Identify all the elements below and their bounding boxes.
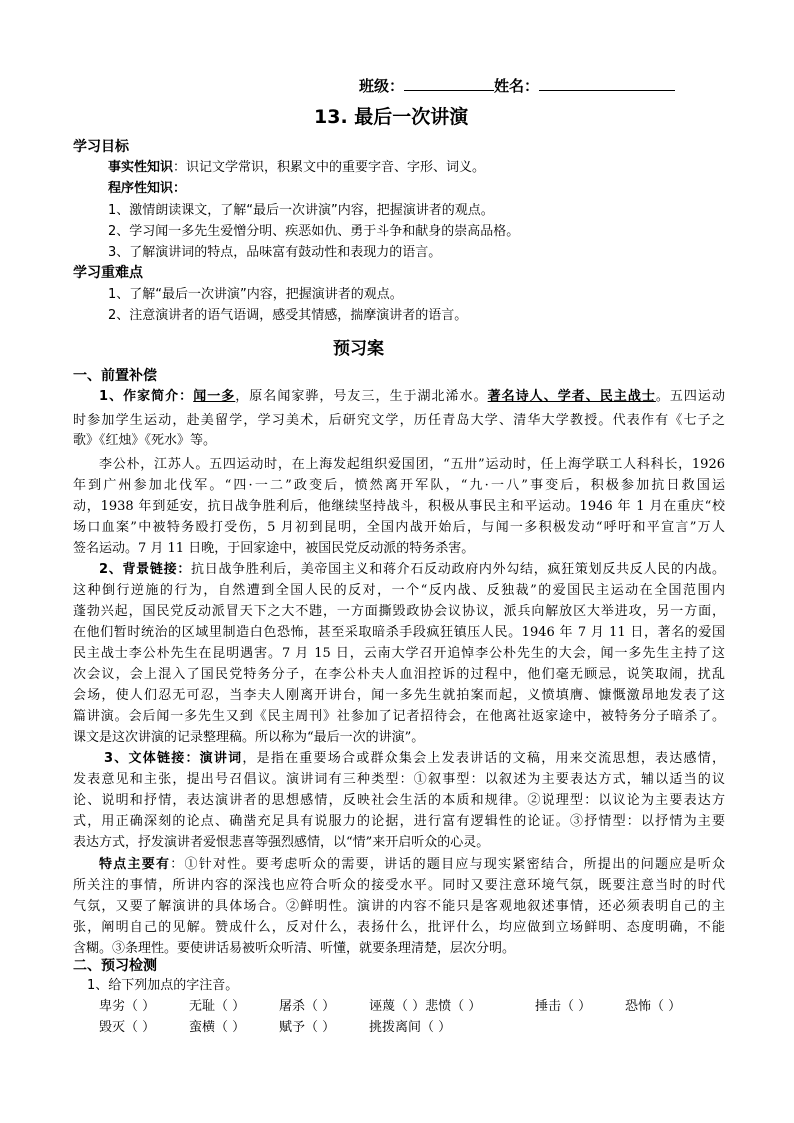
genre-line-1: 3、文体链接：演讲词，是指在重要场合或群众集会上发表讲话的文稿，用来交流思想，表达感情， <box>104 751 725 766</box>
proc-label: 程序性知识 <box>108 181 174 196</box>
fact-label: 事实性知识 <box>108 160 174 175</box>
text-line: 论、说明和抒情，表达演讲者的思想感情，反映社会生活的本质和规律。②说理型：以议论为主要表达方 <box>73 793 725 808</box>
fact-knowledge <box>108 159 485 177</box>
section2-heading: 二、预习检测 <box>73 958 157 974</box>
fact-text: ：识记文学常识，积累文中的重要字音、字形、词义。 <box>173 160 486 175</box>
key-heading: 学习重难点 <box>73 265 143 281</box>
author-line-1: 1、作家简介：闻一多，原名闻家骅，号友三，生于湖北浠水。著名诗人、学者、民主战士。五四运动 <box>99 389 725 404</box>
proc-colon: ： <box>173 181 187 196</box>
text-line: 含糊。③条理性。要使讲话易被听众听清、听懂，就要条理清楚，层次分明。 <box>73 941 516 956</box>
name-blank[interactable] <box>539 76 675 91</box>
pinyin-item[interactable]: 卑劣（ ） <box>99 999 156 1014</box>
text-line: 时参加学生运动，赴美留学，学习美术，后研究文学，历任青岛大学、清华大学教授。代表作有《七子之 <box>73 413 725 428</box>
lesson-title: 13. 最后一次讲演 <box>314 106 469 128</box>
text-line: 气氛，又要了解演讲的具体场合。②鲜明性。演讲的内容不能只是客观地叙述事情，还必须表明自己的主 <box>73 899 725 914</box>
class-name-line <box>359 76 675 96</box>
text-line: 会场，使人们忍无可忍，当李夫人刚离开讲台，闻一多先生就拍案而起，义愤填膺、慷慨激昂地发表了这 <box>73 688 725 703</box>
text-line: 发表意见和主张，提出号召倡议。演讲词有三种类型：①叙事型：以叙述为主要表达方式，辅以适当的议 <box>73 772 725 787</box>
pinyin-item[interactable]: 毁灭（ ） <box>99 1020 156 1035</box>
section1-heading: 一、前置补偿 <box>73 368 157 384</box>
genre-head: 3、文体链接 <box>104 751 186 766</box>
text-line: 次会议，会上混入了国民党特务分子，在李公朴夫人血泪控诉的过程中，他们毫无顾忌，说笑取闹，扰乱 <box>73 667 725 682</box>
pinyin-item[interactable]: 捶击（ ） <box>535 999 592 1014</box>
author-titles: 著名诗人、学者、民主战士 <box>487 389 656 404</box>
class-label: 班级： <box>359 77 405 95</box>
background-line-1: 2、背景链接：抗日战争胜利后，美帝国主义和蒋介石反动政府内外勾结，疯狂策划反共反人民的内战。 <box>99 562 725 577</box>
pinyin-item[interactable]: 恐怖（ ） <box>625 999 682 1014</box>
text-line: 在他们暂时统治的区域里制造白色恐怖，甚至采取暗杀手段疯狂镇压人民。1946 年 7 月 11 日，著名的爱国 <box>73 625 725 640</box>
preview-title: 预习案 <box>333 339 384 359</box>
class-blank[interactable] <box>404 76 494 91</box>
key-item: 2、注意演讲者的语气语调，感受其情感，揣摩演讲者的语言。 <box>108 308 468 323</box>
author-head: 1、作家简介 <box>99 389 180 404</box>
text-line: 张，阐明自己的见解。赞成什么，反对什么，表扬什么，批评什么，均应做到立场鲜明、态度明确，不能 <box>73 920 725 935</box>
goals-heading: 学习目标 <box>73 139 129 155</box>
features-head: 特点主要有 <box>99 857 171 872</box>
pinyin-item[interactable]: 无耻（ ） <box>189 999 246 1014</box>
text-line: 课文是这次讲演的记录整理稿。所以称为“最后一次的讲演”。 <box>73 730 425 745</box>
text-line: 这种倒行逆施的行为，自然遭到全国人民的反对，一个“反内战、反独裁”的爱国民主运动在全国范围内 <box>73 583 725 598</box>
text-line: 蓬勃兴起，国民党反动派冒天下之大不韪，一方面撕毁政协会议协议，派兵向解放区大举进攻，另一方面， <box>73 604 725 619</box>
text-line: 李公朴，江苏人。五四运动时，在上海发起组织爱国团，“五卅”运动时，任上海学联工人科科长，1926 <box>99 457 725 472</box>
pinyin-row-1 <box>99 998 715 1016</box>
pinyin-item[interactable]: 蛮横（ ） <box>189 1020 246 1035</box>
text-line: 歌》《红烛》《死水》等。 <box>73 433 217 448</box>
pinyin-item[interactable]: 赋予（ ） <box>279 1020 336 1035</box>
pinyin-item[interactable]: 屠杀（ ） <box>279 999 336 1014</box>
text-line: 民主战士李公朴先生在昆明遇害。7 月 15 日，云南大学召开追悼李公朴先生的大会，闻一多先生主持了这 <box>73 646 725 661</box>
author-name: 闻一多 <box>193 389 236 404</box>
features-line-1: 特点主要有：①针对性。要考虑听众的需要，讲话的题目应与现实紧密结合，所提出的问题应是听众 <box>99 857 725 872</box>
text-line: 式，用正确深刻的论点、确凿充足具有说服力的论据，进行富有逻辑性的论证。③抒情型：以抒情为主要 <box>73 814 725 829</box>
text-line: 场口血案”中被特务殴打受伤，5 月初到昆明，全国内战开始后，与闻一多积极发动“呼吁和平宣言”万人 <box>73 520 725 535</box>
text-line: 年到广州参加北伐军。“四·一二”政变后，愤然离开军队，“九·一八”事变后，积极参加抗日救国运 <box>73 478 725 493</box>
question-1: 1、给下列加点的字注音。 <box>87 978 239 993</box>
goal-item: 1、激情朗读课文，了解“最后一次讲演”内容，把握演讲者的观点。 <box>108 203 494 218</box>
text-line: 表达方式，抒发演讲者爱恨悲喜等强烈感情，以“情”来开启听众的心灵。 <box>73 835 490 850</box>
goal-item: 3、了解演讲词的特点，品味富有鼓动性和表现力的语言。 <box>108 245 442 260</box>
name-label: 姓名： <box>494 77 540 95</box>
pinyin-item[interactable]: 挑拨离间（ ） <box>369 1020 452 1035</box>
text-line: 篇讲演。会后闻一多先生又到《民主周刊》社参加了记者招待会，在他离社返家途中，被特务分子暗杀了。 <box>73 709 725 724</box>
pinyin-row-2 <box>99 1019 489 1037</box>
pinyin-item[interactable]: 诬蔑（ ）悲愤（ ） <box>369 999 482 1014</box>
goal-item: 2、学习闻一多先生爱憎分明、疾恶如仇、勇于斗争和献身的崇高品格。 <box>108 224 520 239</box>
proc-knowledge <box>108 180 186 198</box>
background-head: 2、背景链接 <box>99 562 178 577</box>
genre-term: 演讲词 <box>199 751 243 766</box>
text-line: 签名运动。7 月 11 日晚，于回家途中，被国民党反动派的特务杀害。 <box>73 541 475 556</box>
text-line: 所关注的事情，所讲内容的深浅也应符合听众的接受水平。同时又要注意环境气氛，既要注意当时的时代 <box>73 878 725 893</box>
text-line: 动，1938 年到延安，抗日战争胜利后，他继续坚持战斗，积极从事民主和平运动。1946 年 1 月在重庆“校 <box>73 499 725 514</box>
key-item: 1、了解“最后一次讲演”内容，把握演讲者的观点。 <box>108 287 403 302</box>
